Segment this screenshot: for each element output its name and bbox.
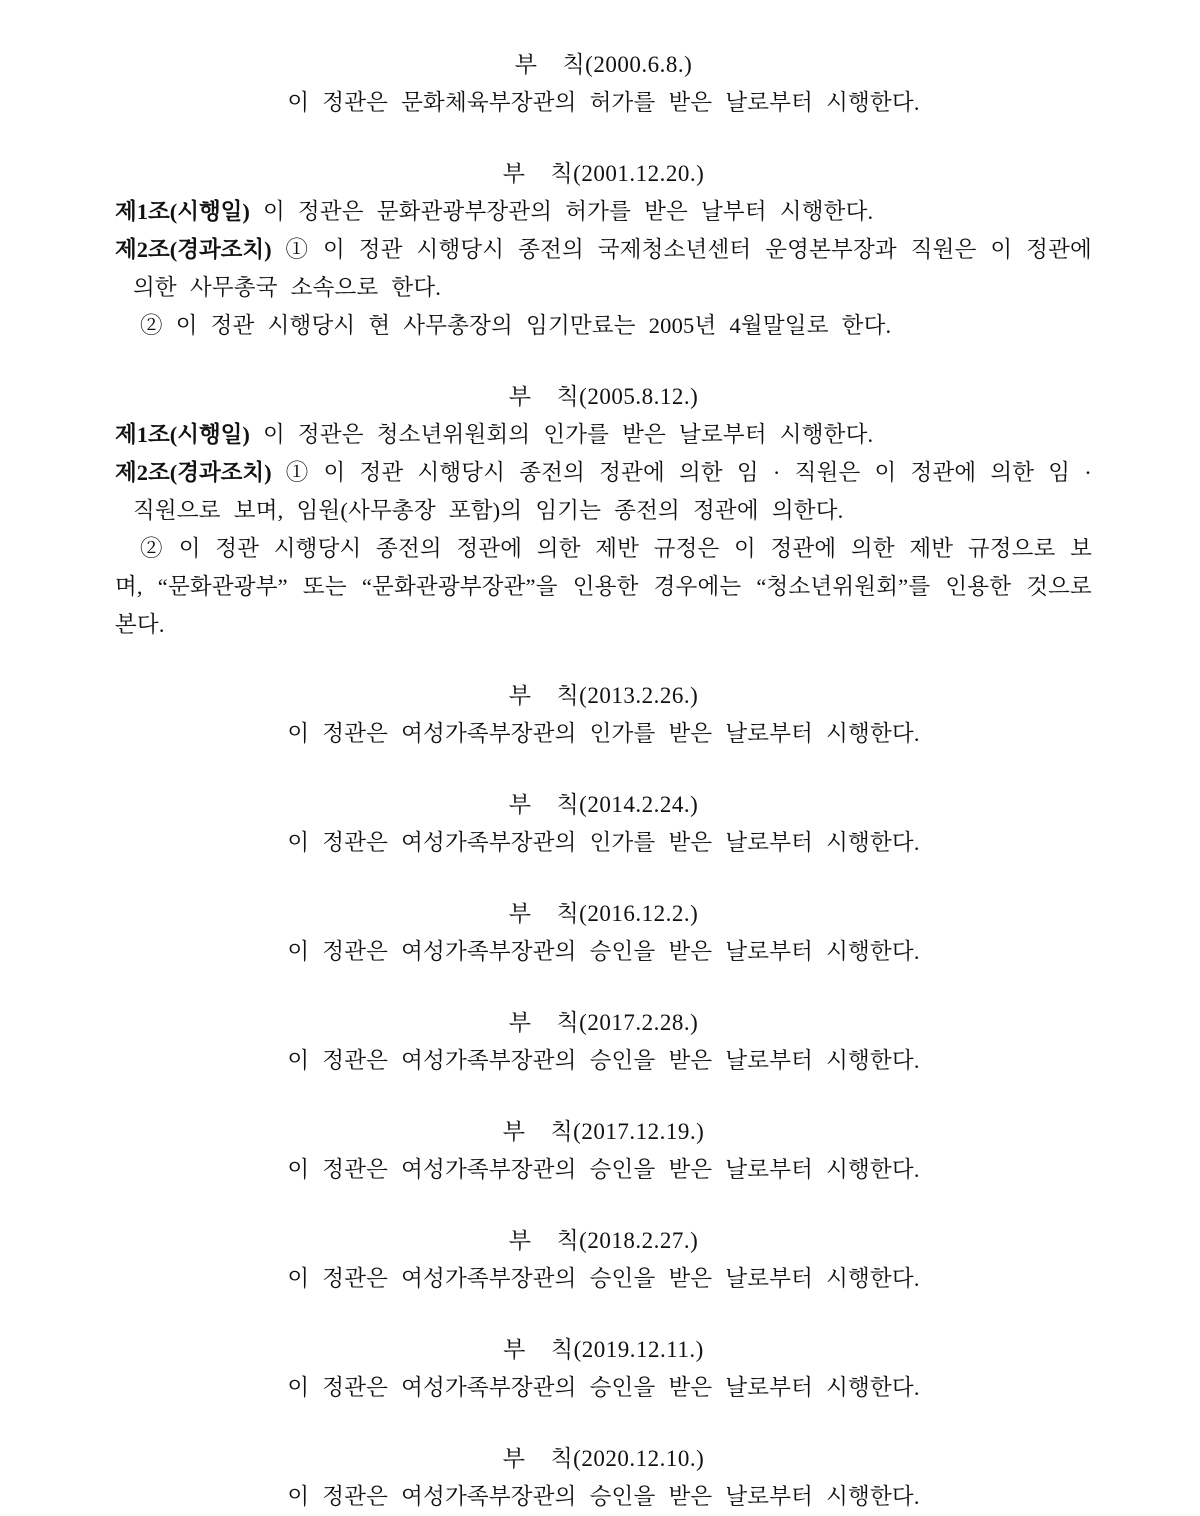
addendum-heading: 부 칙(2000.6.8.) xyxy=(514,52,693,77)
addendum-section xyxy=(115,1222,1092,1298)
addendum-section xyxy=(115,1004,1092,1080)
article-label: 제1조(시행일) xyxy=(115,422,250,447)
addendum-heading: 부 칙(2001.12.20.) xyxy=(502,161,705,186)
addendum-heading: 부 칙(2020.12.10.) xyxy=(502,1446,705,1471)
body-paragraph xyxy=(115,715,1092,753)
paragraph-text: 이 정관은 여성가족부장관의 승인을 받은 날로부터 시행한다. xyxy=(287,1375,920,1400)
addendum-heading: 부 칙(2014.2.24.) xyxy=(508,792,699,817)
addendum-heading: 부 칙(2013.2.26.) xyxy=(508,683,699,708)
sub-clause-paragraph xyxy=(115,530,1092,644)
addendum-heading: 부 칙(2005.8.12.) xyxy=(508,384,699,409)
body-paragraph xyxy=(115,1260,1092,1298)
body-paragraph xyxy=(115,84,1092,122)
article-paragraph xyxy=(115,416,1092,454)
paragraph-text: 이 정관은 문화관광부장관의 허가를 받은 날부터 시행한다. xyxy=(262,199,874,224)
addendum-section xyxy=(115,1440,1092,1516)
addendum-section xyxy=(115,786,1092,862)
paragraph-text: 이 정관은 여성가족부장관의 승인을 받은 날로부터 시행한다. xyxy=(287,1157,920,1182)
sections-container xyxy=(115,46,1092,1516)
paragraph-text: ① 이 정관 시행당시 종전의 정관에 의한 임 · 직원은 이 정관에 의한 임 · 직원으로 보며, 임원(사무총장 포함)의 임기는 종전의 정관에 의한다. xyxy=(133,460,1092,523)
addendum-heading: 부 칙(2019.12.11.) xyxy=(503,1337,704,1362)
addendum-heading: 부 칙(2018.2.27.) xyxy=(508,1228,699,1253)
paragraph-text: 이 정관은 여성가족부장관의 승인을 받은 날로부터 시행한다. xyxy=(287,1266,920,1291)
sub-clause-paragraph xyxy=(115,307,1092,345)
body-paragraph xyxy=(115,933,1092,971)
addendum-heading: 부 칙(2017.2.28.) xyxy=(508,1010,699,1035)
paragraph-text: 이 정관은 여성가족부장관의 인가를 받은 날로부터 시행한다. xyxy=(287,721,920,746)
addendum-section xyxy=(115,1113,1092,1189)
addendum-section xyxy=(115,46,1092,122)
addendum-section xyxy=(115,155,1092,345)
article-paragraph xyxy=(115,231,1092,307)
paragraph-text: ② 이 정관 시행당시 현 사무총장의 임기만료는 2005년 4월말일로 한다. xyxy=(140,313,892,338)
paragraph-text: ① 이 정관 시행당시 종전의 국제청소년센터 운영본부장과 직원은 이 정관에 의한 사무총국 소속으로 한다. xyxy=(133,237,1092,300)
article-label: 제2조(경과조치) xyxy=(115,460,272,485)
addendum-section xyxy=(115,677,1092,753)
addendum-section xyxy=(115,1331,1092,1407)
body-paragraph xyxy=(115,824,1092,862)
article-paragraph xyxy=(115,193,1092,231)
addendum-heading: 부 칙(2017.12.19.) xyxy=(502,1119,705,1144)
addendum-section xyxy=(115,378,1092,644)
paragraph-text: 이 정관은 여성가족부장관의 승인을 받은 날로부터 시행한다. xyxy=(287,1048,920,1073)
article-label: 제2조(경과조치) xyxy=(115,237,272,262)
paragraph-text: 이 정관은 여성가족부장관의 인가를 받은 날로부터 시행한다. xyxy=(287,830,920,855)
paragraph-text: ② 이 정관 시행당시 종전의 정관에 의한 제반 규정은 이 정관에 의한 제반 규정으로 보며, “문화관광부” 또는 “문화관광부장관”을 인용한 경우에는 “청소년위원회”를 인용한 것으로 본다. xyxy=(115,536,1092,637)
addendum-heading: 부 칙(2016.12.2.) xyxy=(508,901,699,926)
paragraph-text: 이 정관은 여성가족부장관의 승인을 받은 날로부터 시행한다. xyxy=(287,1484,920,1509)
body-paragraph xyxy=(115,1369,1092,1407)
body-paragraph xyxy=(115,1478,1092,1516)
paragraph-text: 이 정관은 여성가족부장관의 승인을 받은 날로부터 시행한다. xyxy=(287,939,920,964)
body-paragraph xyxy=(115,1151,1092,1189)
article-label: 제1조(시행일) xyxy=(115,199,250,224)
paragraph-text: 이 정관은 문화체육부장관의 허가를 받은 날로부터 시행한다. xyxy=(287,90,920,115)
addendum-section xyxy=(115,895,1092,971)
paragraph-text: 이 정관은 청소년위원회의 인가를 받은 날로부터 시행한다. xyxy=(262,422,874,447)
article-paragraph xyxy=(115,454,1092,530)
body-paragraph xyxy=(115,1042,1092,1080)
